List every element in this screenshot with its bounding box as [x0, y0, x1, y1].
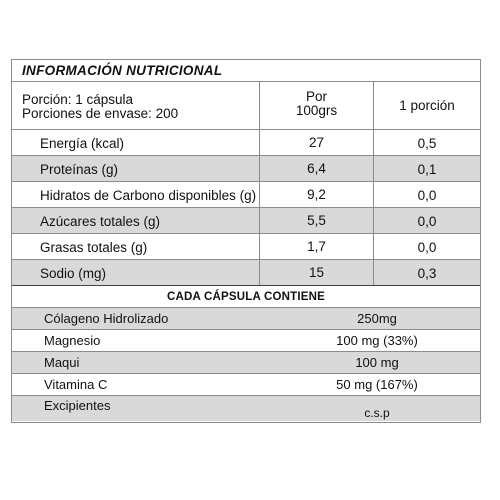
- capsule-row-collagen: [12, 308, 480, 330]
- nutrient-name: Grasas totales (g): [40, 240, 148, 255]
- nutrient-per-100g: 5,5: [259, 208, 374, 233]
- capsule-row-maqui: [12, 352, 480, 374]
- portions-per-container-label: Porciones de envase: 200: [22, 106, 179, 121]
- nutrient-name: Proteínas (g): [40, 162, 119, 177]
- capsule-section-title: CADA CÁPSULA CONTIENE: [12, 286, 480, 308]
- nutrient-per-portion: 0,5: [417, 136, 437, 151]
- ingredient-amount: 250mg: [357, 311, 397, 326]
- ingredient-name: Magnesio: [44, 333, 101, 348]
- nutrient-row-energy: [12, 130, 480, 156]
- nutrient-row-protein: [12, 156, 480, 182]
- nutrient-name: Hidratos de Carbono disponibles (g): [40, 188, 257, 203]
- capsule-row-excipients: [12, 396, 480, 421]
- capsule-row-magnesium: [12, 330, 480, 352]
- ingredient-name: Cólageno Hidrolizado: [44, 311, 169, 326]
- nutrient-row-carbohydrates: [12, 182, 480, 208]
- ingredient-amount: c.s.p: [364, 406, 390, 420]
- nutrient-name: Azúcares totales (g): [40, 214, 161, 229]
- nutrient-per-100g: 15: [259, 260, 374, 285]
- ingredient-amount: 100 mg (33%): [336, 333, 418, 348]
- nutrient-row-sodium: [12, 260, 480, 286]
- nutrient-name: Energía (kcal): [40, 136, 125, 151]
- ingredient-name: Vitamina C: [44, 377, 108, 392]
- nutrient-per-portion: 0,0: [417, 240, 437, 255]
- table-title: INFORMACIÓN NUTRICIONAL: [22, 63, 223, 78]
- portion-size-label: Porción: 1 cápsula: [22, 92, 134, 107]
- nutrient-per-portion: 0,3: [417, 266, 437, 281]
- nutrition-facts-panel: [11, 59, 481, 423]
- ingredient-name: Maqui: [44, 355, 80, 370]
- table-title-row: [12, 60, 480, 82]
- nutrient-per-100g: 27: [259, 130, 374, 155]
- ingredient-name: Excipientes: [44, 398, 111, 413]
- per-100g-header: [259, 82, 374, 129]
- nutrient-per-portion: 0,0: [417, 188, 437, 203]
- nutrient-per-portion: 0,0: [417, 214, 437, 229]
- header-row: [12, 82, 480, 130]
- capsule-row-vitamin-c: [12, 374, 480, 396]
- per-portion-header: 1 porción: [399, 98, 455, 113]
- nutrient-row-fat: [12, 234, 480, 260]
- nutrient-per-100g: 1,7: [259, 234, 374, 259]
- per-100g-header-line2: 100grs: [295, 103, 338, 118]
- nutrient-row-sugars: [12, 208, 480, 234]
- nutrient-name: Sodio (mg): [40, 266, 107, 281]
- nutrient-per-portion: 0,1: [417, 162, 437, 177]
- nutrient-per-100g: 6,4: [259, 156, 374, 181]
- nutrient-per-100g: 9,2: [259, 182, 374, 207]
- ingredient-amount: 50 mg (167%): [336, 377, 418, 392]
- per-100g-header-line1: Por: [305, 89, 327, 104]
- ingredient-amount: 100 mg: [355, 355, 399, 370]
- portion-info: [22, 93, 178, 121]
